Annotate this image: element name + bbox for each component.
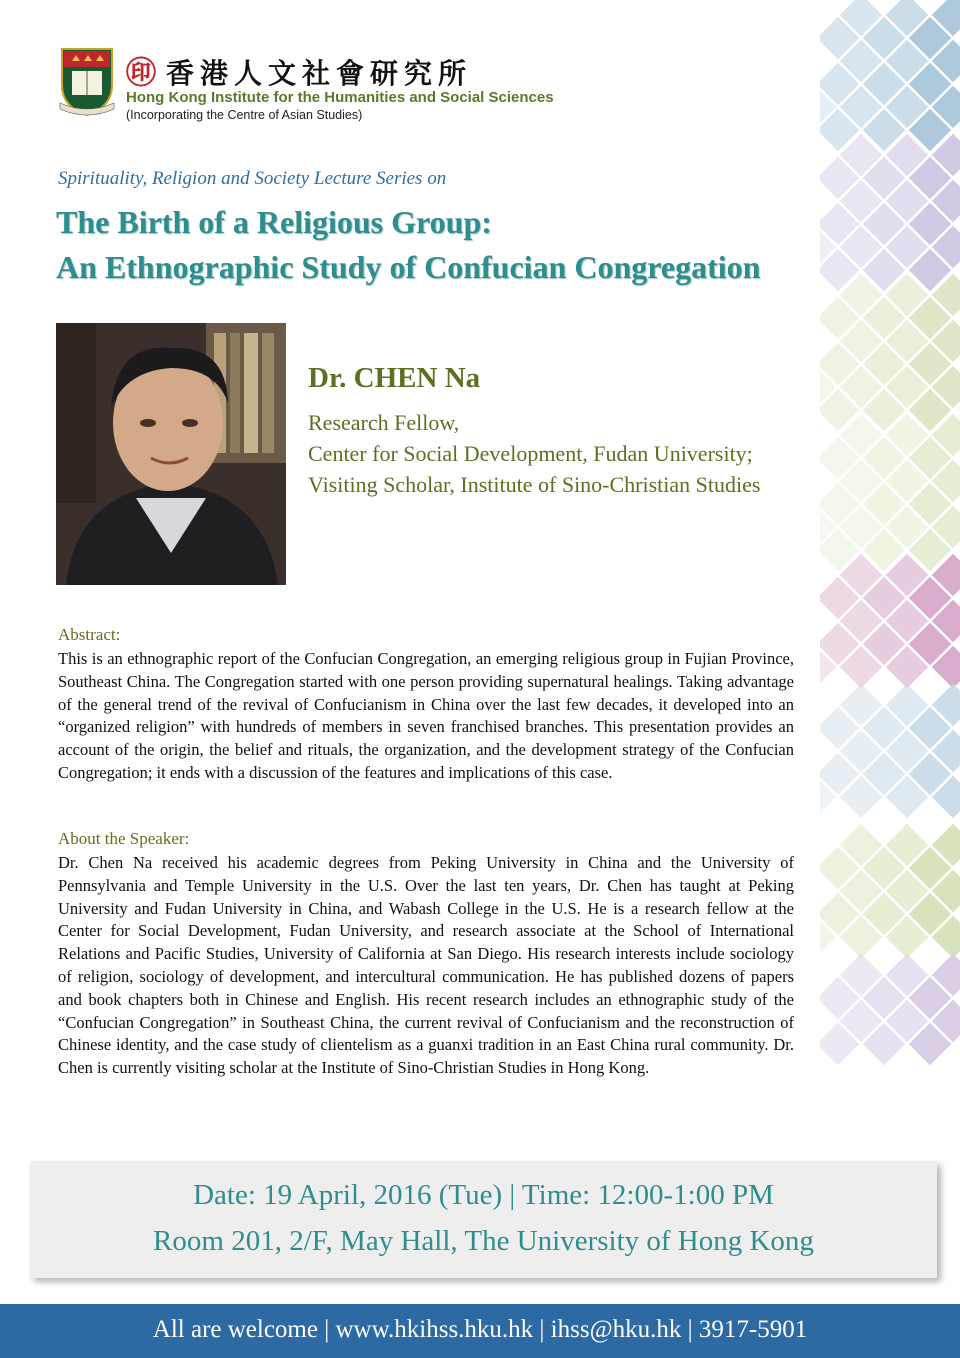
institute-subtitle: (Incorporating the Centre of Asian Studies): [126, 108, 363, 122]
abstract-text: This is an ethnographic report of the Confucian Congregation, an emerging religious group in Fujian Province, Southeast China. The Congregation started with one person providing supernatural healings. Taking advantage of the general trend of the revival of Confucianism in China over the last few decades, it developed into an “organized religion” with hundreds of members in seven franchised branches. This presentation provides an account of the origin, the belief and rituals, the organization, and the development strategy of the Confucian Congregation; it ends with a discussion of the features and implications of this case.: [58, 649, 794, 782]
lecture-title-line-2: An Ethnographic Study of Confucian Congregation: [56, 249, 761, 285]
institute-name: Hong Kong Institute for the Humanities and Social Sciences: [126, 89, 554, 106]
speaker-affiliation-2: Visiting Scholar, Institute of Sino-Christian Studies: [308, 472, 761, 497]
about-speaker-heading: About the Speaker:: [58, 829, 190, 848]
lecture-title-line-1: The Birth of a Religious Group:: [56, 204, 492, 240]
about-speaker-text: Dr. Chen Na received his academic degrees from Peking University in China and the University of Pennsylvania and Temple University in the U.S. Over the last ten years, Dr. Chen has taught at Peking University and Fudan University in China, and Wabash College in the U.S. He is a research fellow at the Center for Social Development, Fudan University, and research associate at the School of International Relations and Pacific Studies, University of California at San Diego. His research interests include sociology of religion, sociology of development, and intercultural communication. He has published dozens of papers and book chapters both in Chinese and English. His recent research includes an ethnographic study of the “Confucian Congregation” in Southeast China, the current revival of Confucianism and the reconstruction of Chinese identity, and the case study of clientelism as a guanxi tradition in an East China rural community. Dr. Chen is currently visiting scholar at the Institute of Sino-Christian Studies in Hong Kong.: [58, 853, 794, 1078]
speaker-name: Dr. CHEN Na: [308, 362, 481, 394]
seal-icon: ㊞: [126, 56, 162, 91]
lecture-series-label: Spirituality, Religion and Society Lecture Series on: [58, 168, 447, 189]
speaker-position: Research Fellow,: [308, 410, 460, 435]
footer-bar: [0, 1304, 960, 1358]
chinese-institute-title: ㊞ 香港人文社會研究所: [126, 48, 472, 92]
speaker-affiliations: [308, 407, 760, 500]
event-date-time: Date: 19 April, 2016 (Tue) | Time: 12:00-1:00 PM: [193, 1179, 774, 1211]
speaker-photo: [56, 323, 286, 585]
event-venue: Room 201, 2/F, May Hall, The University of Hong Kong: [153, 1225, 814, 1257]
lecture-title: [56, 200, 886, 290]
footer-contact: All are welcome | www.hkihss.hku.hk | ihss@hku.hk | 3917-5901: [152, 1316, 808, 1343]
abstract-heading: Abstract:: [58, 625, 121, 644]
event-info-box: [30, 1161, 937, 1278]
university-crest-logo: [58, 45, 116, 117]
diamond-pattern-decoration: [820, 0, 960, 1070]
speaker-affiliation-1: Center for Social Development, Fudan University;: [308, 441, 753, 466]
